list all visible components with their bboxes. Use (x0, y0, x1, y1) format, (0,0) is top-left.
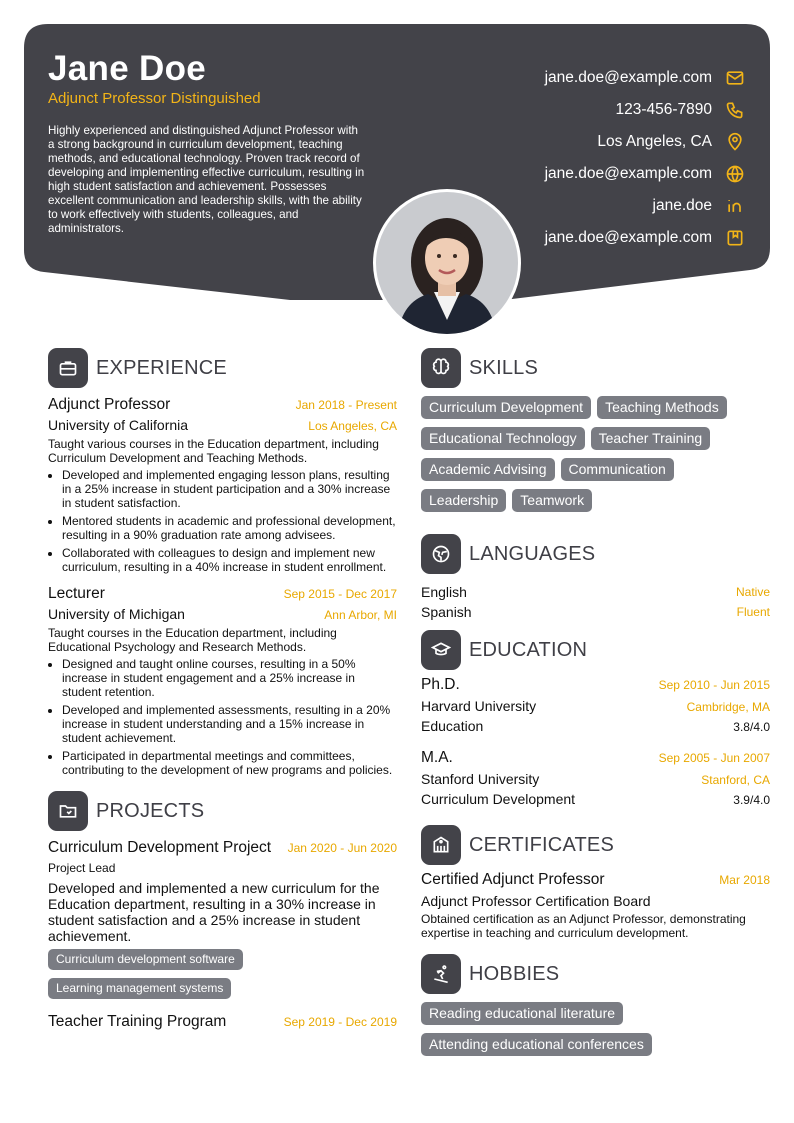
job-dates: Sep 2015 - Dec 2017 (283, 587, 397, 601)
job-dates: Jan 2018 - Present (295, 398, 397, 412)
hobbies-list (421, 1002, 770, 1064)
job-org: University of Michigan (48, 606, 185, 622)
project-role: Project Lead (48, 861, 116, 875)
location-pin-icon (724, 131, 746, 153)
job-role: Adjunct Professor (48, 396, 171, 413)
contact-linkedin-text: jane.doe (652, 197, 712, 214)
contact-website[interactable] (545, 158, 746, 190)
skills-title: SKILLS (469, 356, 539, 379)
skill-tag: Teacher Training (591, 427, 711, 450)
achievement: • Developed and implemented engaging lesson plans, resulting in a 25% increase in student participation and a 30% increase in student satisfaction. (62, 468, 397, 510)
hobby-tag: Attending educational conferences (421, 1033, 652, 1056)
languages-list (421, 582, 770, 622)
project-description: Developed and implemented a new curriculum for the Education department, resulting in a 30% increase in student satisfaction and a 25% increase in student achievement. (48, 880, 380, 944)
achievement: • Participated in departmental meetings and committees, contributing to the development of new programs and policies. (62, 749, 397, 777)
contact-phone-text: 123-456-7890 (615, 101, 712, 118)
school-location: Cambridge, MA (686, 700, 770, 714)
contact-linkedin[interactable] (545, 190, 746, 222)
projects-heading (48, 791, 397, 831)
skill-tag: Academic Advising (421, 458, 555, 481)
skill-tag: Educational Technology (421, 427, 585, 450)
education-item (421, 749, 770, 807)
brain-icon (421, 348, 461, 388)
language-name: English (421, 584, 467, 600)
projects-title: PROJECTS (96, 799, 205, 822)
contact-list (545, 62, 746, 254)
certificates-heading (421, 825, 770, 865)
achievement: • Mentored students in academic and professional development, resulting in a 90% graduation rate among advisees. (62, 514, 397, 542)
phone-icon (724, 99, 746, 121)
experience-item (48, 396, 397, 574)
language-row (421, 582, 770, 602)
certificate-description: Obtained certification as an Adjunct Professor, demonstrating expertise in teaching and curriculum development. (421, 912, 746, 940)
education-dates: Sep 2010 - Jun 2015 (658, 678, 770, 692)
experience-heading (48, 348, 397, 388)
job-org: University of California (48, 417, 189, 433)
school: Harvard University (421, 698, 537, 714)
contact-phone[interactable] (545, 94, 746, 126)
certificate-name: Certified Adjunct Professor (421, 871, 605, 888)
hobbies-heading (421, 954, 770, 994)
gpa: 3.9/4.0 (733, 793, 770, 807)
project-item (48, 839, 397, 1007)
left-column (48, 348, 397, 1031)
skill-tag: Teamwork (512, 489, 592, 512)
candidate-title: Adjunct Professor Distinguished (48, 90, 261, 107)
folder-icon (48, 791, 88, 831)
profile-photo (373, 189, 521, 337)
job-location: Ann Arbor, MI (324, 608, 397, 622)
school: Stanford University (421, 771, 540, 787)
skiing-icon (421, 954, 461, 994)
mail-icon (724, 67, 746, 89)
candidate-name: Jane Doe (48, 49, 207, 88)
language-level: Fluent (736, 605, 770, 619)
contact-email-text: jane.doe@example.com (544, 69, 712, 86)
project-tag: Learning management systems (48, 978, 231, 999)
languages-icon (421, 534, 461, 574)
briefcase-icon (48, 348, 88, 388)
skill-tag: Teaching Methods (597, 396, 727, 419)
contact-other[interactable] (545, 222, 746, 254)
job-achievements (48, 657, 397, 777)
education-title: EDUCATION (469, 638, 588, 661)
job-role: Lecturer (48, 585, 105, 602)
hobby-tag: Reading educational literature (421, 1002, 623, 1025)
degree: Ph.D. (421, 676, 460, 693)
project-item (48, 1013, 397, 1031)
field-of-study: Education (421, 718, 484, 734)
project-dates: Sep 2019 - Dec 2019 (283, 1015, 397, 1029)
education-item (421, 676, 770, 734)
language-name: Spanish (421, 604, 472, 620)
right-column (421, 348, 770, 1064)
certificate-date: Mar 2018 (719, 873, 770, 887)
gpa: 3.8/4.0 (733, 720, 770, 734)
skills-list (421, 396, 770, 520)
linkedin-icon (724, 195, 746, 217)
skill-tag: Communication (561, 458, 674, 481)
skills-heading (421, 348, 770, 388)
job-description: Taught courses in the Education department, including Educational Psychology and Research Methods. (48, 626, 337, 654)
achievement: • Designed and taught online courses, resulting in a 50% increase in student engagement and a 25% increase in student retention. (62, 657, 397, 699)
job-location: Los Angeles, CA (308, 419, 397, 433)
profile-summary: Highly experienced and distinguished Adjunct Professor with a strong background in curriculum development, teaching methods, and educational technology. Proven track record of developing and implementing effective curriculum, resulting in high student satisfaction and achievement. Possesses excellent communication and leadership skills, with the ability to work effectively with students, colleagues, and administrators. (48, 124, 365, 235)
education-heading (421, 630, 770, 670)
degree: M.A. (421, 749, 453, 766)
job-description: Taught various courses in the Education department, including Curriculum Development and Teaching Methods. (48, 437, 379, 465)
education-dates: Sep 2005 - Jun 2007 (658, 751, 770, 765)
skill-tag: Leadership (421, 489, 506, 512)
project-tag: Curriculum development software (48, 949, 243, 970)
contact-location (545, 126, 746, 158)
languages-title: LANGUAGES (469, 542, 596, 565)
language-level: Native (735, 585, 770, 599)
contact-location-text: Los Angeles, CA (597, 133, 712, 150)
project-name: Curriculum Development Project (48, 839, 272, 856)
portrait-image (376, 192, 518, 334)
skill-tag: Curriculum Development (421, 396, 591, 419)
certificates-title: CERTIFICATES (469, 833, 615, 856)
certificate-issuer: Adjunct Professor Certification Board (421, 893, 651, 909)
globe-icon (724, 163, 746, 185)
project-dates: Jan 2020 - Jun 2020 (287, 841, 397, 855)
job-achievements (48, 468, 397, 574)
achievement: • Collaborated with colleagues to design and implement new curriculum, resulting in a 40% increase in student enrollment. (62, 546, 397, 574)
experience-title: EXPERIENCE (96, 356, 227, 379)
bookmark-icon (724, 227, 746, 249)
school-location: Stanford, CA (701, 773, 770, 787)
language-row (421, 602, 770, 622)
graduation-cap-icon (421, 630, 461, 670)
contact-email[interactable] (545, 62, 746, 94)
field-of-study: Curriculum Development (421, 791, 576, 807)
project-tags (48, 949, 397, 1007)
experience-item (48, 585, 397, 777)
achievement: • Developed and implemented assessments, resulting in a 20% increase in student understanding and a 15% increase in student achievement. (62, 703, 397, 745)
languages-heading (421, 534, 770, 574)
project-name: Teacher Training Program (48, 1013, 227, 1030)
contact-other-text: jane.doe@example.com (544, 229, 712, 246)
certificate-item (421, 871, 770, 940)
building-icon (421, 825, 461, 865)
hobbies-title: HOBBIES (469, 962, 560, 985)
contact-website-text: jane.doe@example.com (544, 165, 712, 182)
